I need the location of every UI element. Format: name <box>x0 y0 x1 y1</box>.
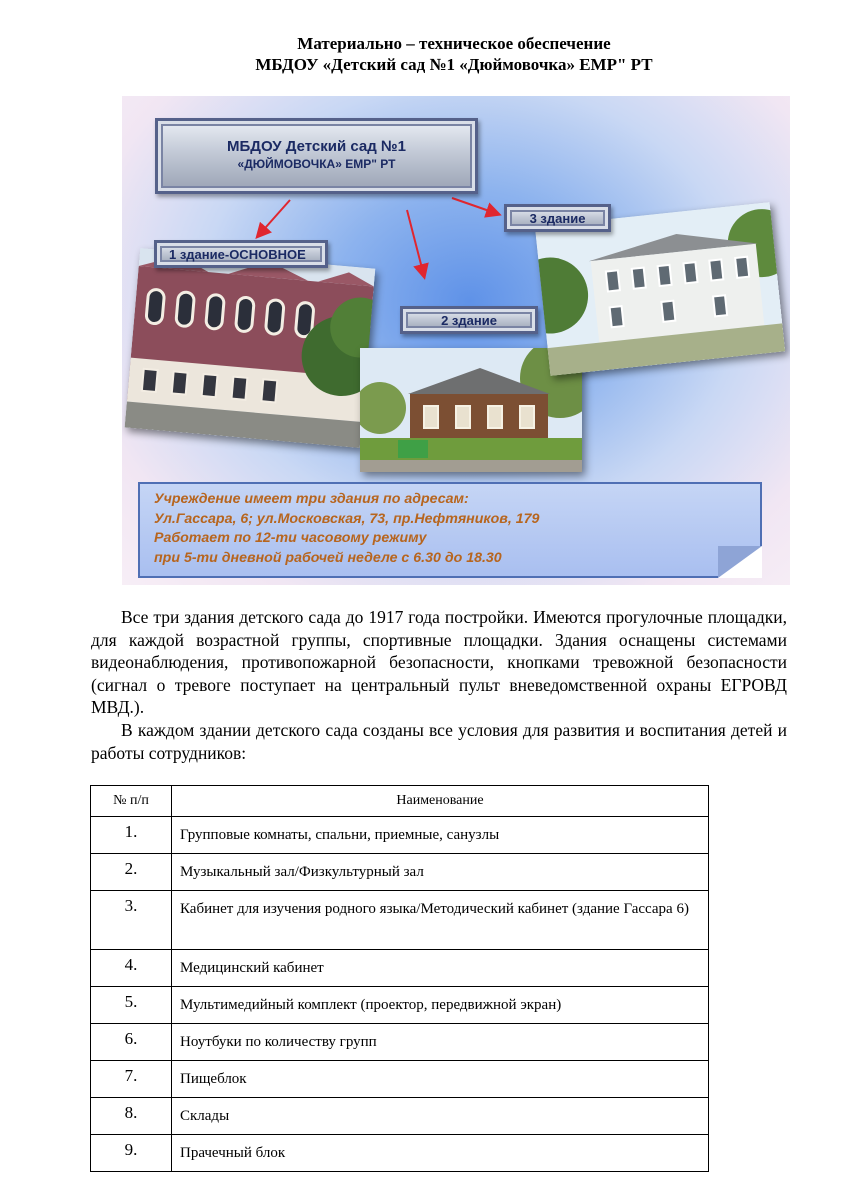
info-line: Учреждение имеет три здания по адресам: <box>154 491 469 507</box>
row-name: Групповые комнаты, спальни, приемные, санузлы <box>172 817 709 854</box>
institution-name-line1: МБДОУ Детский сад №1 <box>227 138 406 155</box>
arrow-to-building3 <box>452 198 498 214</box>
row-number: 4. <box>91 950 172 987</box>
addresses-info-box <box>138 482 762 578</box>
row-name: Склады <box>172 1098 709 1135</box>
page-fold-corner <box>718 546 762 578</box>
building3-label: 3 здание <box>504 204 611 232</box>
paragraph-buildings: Все три здания детского сада до 1917 года постройки. Имеются прогулочные площадки, для каждой возрастной группы, спортивные площадки. Здания оснащены системами видеонаблюдения, противопожарной безопасности, кнопками тревожной безопасности (сигнал о тревоге поступает на центральный пульт вневедомственной охраны ЕГРОВД МВД.). <box>91 607 787 717</box>
row-number: 5. <box>91 987 172 1024</box>
table-row <box>91 1061 709 1098</box>
header-number: № п/п <box>91 786 172 817</box>
header-name: Наименование <box>172 786 709 817</box>
row-name: Ноутбуки по количеству групп <box>172 1024 709 1061</box>
institution-name-box <box>155 118 478 194</box>
table-row <box>91 1098 709 1135</box>
table-row <box>91 891 709 950</box>
building1-label: 1 здание-ОСНОВНОЕ <box>154 240 328 268</box>
row-number: 3. <box>91 891 172 950</box>
info-line: Ул.Гассара, 6; ул.Московская, 73, пр.Нефтяников, 179 <box>154 510 540 527</box>
row-name: Прачечный блок <box>172 1135 709 1172</box>
row-number: 8. <box>91 1098 172 1135</box>
table-row <box>91 1024 709 1061</box>
building2-label: 2 здание <box>400 306 538 334</box>
row-name: Пищеблок <box>172 1061 709 1098</box>
row-name: Мультимедийный комплект (проектор, передвижной экран) <box>172 987 709 1024</box>
document-title-line2: МБДОУ «Детский сад №1 «Дюймовочка» ЕМР" РТ <box>255 55 653 74</box>
row-number: 1. <box>91 817 172 854</box>
row-name: Музыкальный зал/Физкультурный зал <box>172 854 709 891</box>
facilities-table <box>90 785 709 1172</box>
row-number: 2. <box>91 854 172 891</box>
row-name: Медицинский кабинет <box>172 950 709 987</box>
institution-name-line2: «ДЮЙМОВОЧКА» ЕМР" РТ <box>237 157 396 171</box>
overview-slide <box>122 96 790 585</box>
table-row <box>91 1135 709 1172</box>
table-row <box>91 854 709 891</box>
table-row <box>91 987 709 1024</box>
row-number: 7. <box>91 1061 172 1098</box>
row-number: 9. <box>91 1135 172 1172</box>
arrow-to-building1 <box>258 200 290 236</box>
table-row <box>91 950 709 987</box>
table-header-row <box>91 786 709 817</box>
info-line: Работает по 12-ти часовому режиму <box>154 530 427 546</box>
arrow-to-building2 <box>407 210 424 276</box>
row-name: Кабинет для изучения родного языка/Методический кабинет (здание Гассара 6) <box>172 891 709 950</box>
document-title-line1: Материально – техническое обеспечение <box>297 34 611 53</box>
row-number: 6. <box>91 1024 172 1061</box>
info-line: при 5-ти дневной рабочей неделе с 6.30 до 18.30 <box>154 549 502 566</box>
table-row <box>91 817 709 854</box>
paragraph-conditions: В каждом здании детского сада созданы все условия для развития и воспитания детей и работы сотрудников: <box>91 720 787 763</box>
